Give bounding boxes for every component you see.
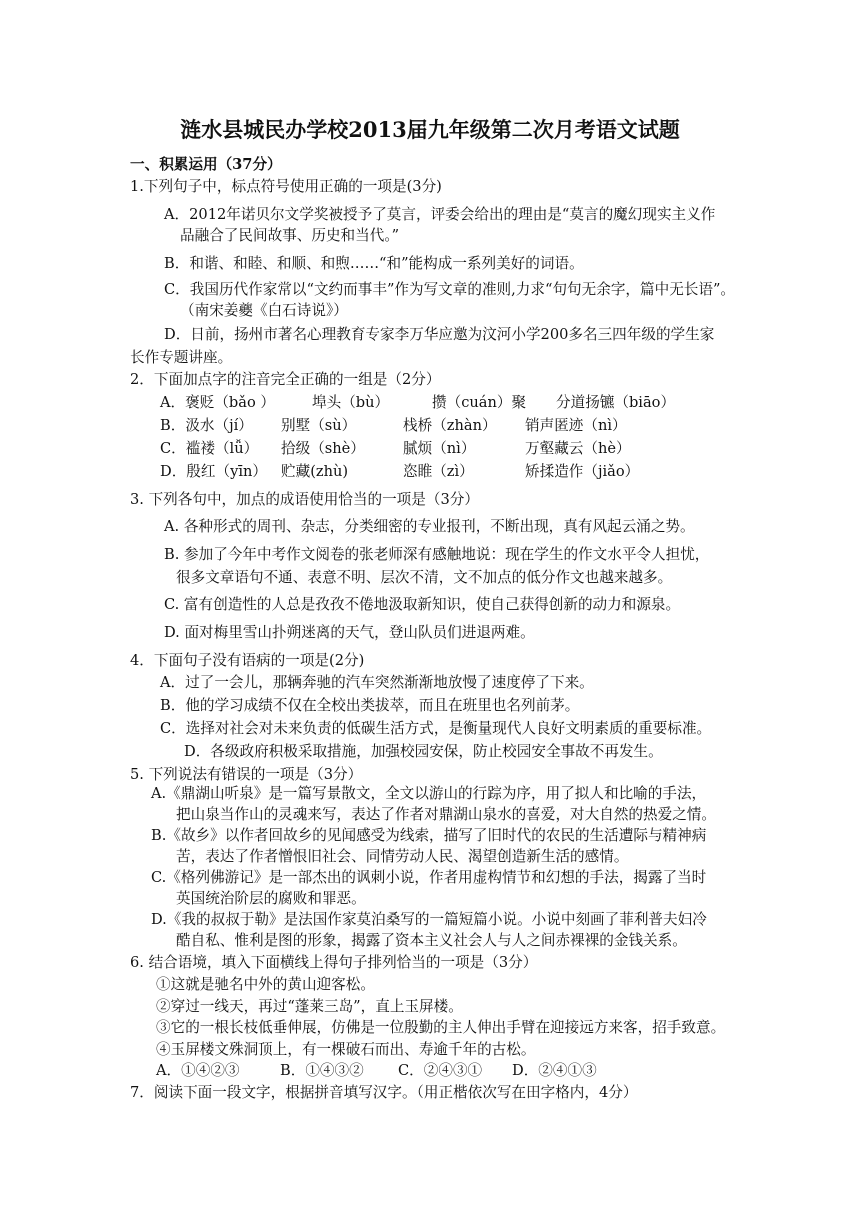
q2-stem: 2．下面加点字的注音完全正确的一组是（2分） <box>130 371 441 388</box>
q2-d-item3: 恣睢（zì） <box>403 463 474 480</box>
q1-option-c-cont: （南宋姜夔《白石诗说》） <box>180 302 348 319</box>
q1-stem: 1.下列句子中，标点符号使用正确的一项是(3分) <box>130 178 442 195</box>
q2-c-item3: 腻烦（nì） <box>403 440 476 457</box>
q2-a-item3: 攒（cuán）聚 <box>432 394 527 411</box>
q6-sentence-3: ③它的一根长枝低垂伸展，仿佛是一位殷勤的主人伸出手臂在迎接远方来客，招手致意。 <box>156 1019 726 1036</box>
q6-sentence-1: ①这就是驰名中外的黄山迎客松。 <box>156 976 375 993</box>
q5-option-a: A.《鼎湖山听泉》是一篇写景散文，全文以游山的行踪为序，用了拟人和比喻的手法， <box>151 785 707 802</box>
q1-option-a-cont: 品融合了民间故事、历史和当代。” <box>180 227 400 244</box>
q4-option-b: B．他的学习成绩不仅在全校出类拔萃，而且在班里也名列前茅。 <box>160 697 580 714</box>
q2-c-item2: 拾级（shè） <box>281 440 365 457</box>
exam-title: 涟水县城民办学校2013届九年级第二次月考语文试题 <box>180 117 680 142</box>
q2-option-a <box>160 393 275 413</box>
q3-option-b: B. 参加了今年中考作文阅卷的张老师深有感触地说：现在学生的作文水平令人担忧， <box>164 546 710 563</box>
q4-option-c: C．选择对社会对未来负责的低碳生活方式，是衡量现代人良好文明素质的重要标准。 <box>160 720 712 737</box>
q6-sentence-2: ②穿过一线天，再过“蓬莱三岛”，直上玉屏楼。 <box>156 998 463 1015</box>
q3-option-c: C. 富有创造性的人总是孜孜不倦地汲取新知识，使自己获得创新的动力和源泉。 <box>164 596 681 613</box>
q3-stem: 3. 下列各句中，加点的成语使用恰当的一项是（3分） <box>130 491 479 508</box>
q2-option-c: C．褴褛（lǚ） <box>160 440 259 457</box>
q3-option-d: D. 面对梅里雪山扑朔迷离的天气，登山队员们进退两难。 <box>164 624 535 641</box>
section-heading: 一、积累运用（37分） <box>130 156 282 173</box>
q7-stem: 7．阅读下面一段文字，根据拼音填写汉字。（用正楷依次写在田字格内，4分） <box>130 1084 638 1101</box>
q2-b-item2: 别墅（sù） <box>281 417 357 434</box>
q3-option-a: A. 各种形式的周刊、杂志，分类细密的专业报刊，不断出现，真有风起云涌之势。 <box>164 518 695 535</box>
q1-option-a: A．2012年诺贝尔文学奖被授予了莫言，评委会给出的理由是“莫言的魔幻现实主义作 <box>164 206 716 223</box>
q5-option-c-cont: 英国统治阶层的腐败和罪恶。 <box>176 890 366 907</box>
q4-stem: 4．下面句子没有语病的一项是(2分) <box>130 652 365 669</box>
q5-option-b: B.《故乡》以作者回故乡的见闻感受为线索，描写了旧时代的农民的生活遭际与精神病 <box>151 827 707 844</box>
q6-option-c: C．②④③① <box>398 1062 483 1079</box>
q1-option-b: B．和谐、和睦、和顺、和煦……“和”能构成一系列美好的词语。 <box>164 255 584 272</box>
q2-a-item1: A．褒贬（bǎo ） <box>160 394 275 411</box>
q6-sentence-4: ④玉屏楼文殊洞顶上，有一棵破石而出、寿逾千年的古松。 <box>156 1041 536 1058</box>
q4-option-d: D．各级政府积极采取措施，加强校园安保，防止校园安全事故不再发生。 <box>184 743 663 760</box>
q1-option-c: C．我国历代作家常以“文约而事丰”作为写文章的准则,力求“句句无余字，篇中无长语”。 <box>164 281 736 298</box>
q6-stem: 6. 结合语境，填入下面横线上得句子排列恰当的一项是（3分） <box>130 954 538 971</box>
q5-stem: 5. 下列说法有错误的一项是（3分） <box>130 766 363 783</box>
q6-option-d: D．②④①③ <box>512 1062 597 1079</box>
q3-option-b-cont: 很多文章语句不通、表意不明、层次不清，文不加点的低分作文也越来越多。 <box>176 569 673 586</box>
q1-option-d: D．日前，扬州市著名心理教育专家李万华应邀为汶河小学200多名三四年级的学生家 <box>164 326 715 343</box>
q2-option-d: D．殷红（yīn） <box>160 463 267 480</box>
q2-b-item3: 栈桥（zhàn） <box>403 417 497 434</box>
q5-option-c: C.《格列佛游记》是一部杰出的讽刺小说，作者用虚构情节和幻想的手法，揭露了当时 <box>151 869 707 886</box>
q2-a-item4: 分道扬镳（biāo） <box>556 394 676 411</box>
q2-c-item4: 万壑藏云（hè） <box>525 440 631 457</box>
q5-option-d-cont: 酷自私、惟利是图的形象，揭露了资本主义社会人与人之间赤裸裸的金钱关系。 <box>176 932 687 949</box>
q2-option-b: B．汲水（jí） <box>160 417 253 434</box>
q2-d-item4: 矫揉造作（jiǎo） <box>525 463 640 480</box>
q1-option-d-cont: 长作专题讲座。 <box>130 349 233 366</box>
q5-option-d: D.《我的叔叔于勒》是法国作家莫泊桑写的一篇短篇小说。小说中刻画了菲利普夫妇冷 <box>151 911 707 928</box>
q5-option-b-cont: 苦，表达了作者憎恨旧社会、同情劳动人民、渴望创造新生活的感情。 <box>176 848 629 865</box>
q4-option-a: A．过了一会儿，那辆奔驰的汽车突然渐渐地放慢了速度停了下来。 <box>160 674 594 691</box>
q2-b-item4: 销声匿迹（nì） <box>525 417 627 434</box>
q2-d-item2: 贮藏(zhù) <box>281 463 349 480</box>
q6-option-a: A．①④②③ <box>156 1062 240 1079</box>
q5-option-a-cont: 把山泉当作山的灵魂来写，表达了作者对鼎湖山泉水的喜爱，对大自然的热爱之情。 <box>176 806 716 823</box>
q2-a-item2: 埠头（bù） <box>312 394 390 411</box>
q6-option-b: B．①④③② <box>280 1062 364 1079</box>
